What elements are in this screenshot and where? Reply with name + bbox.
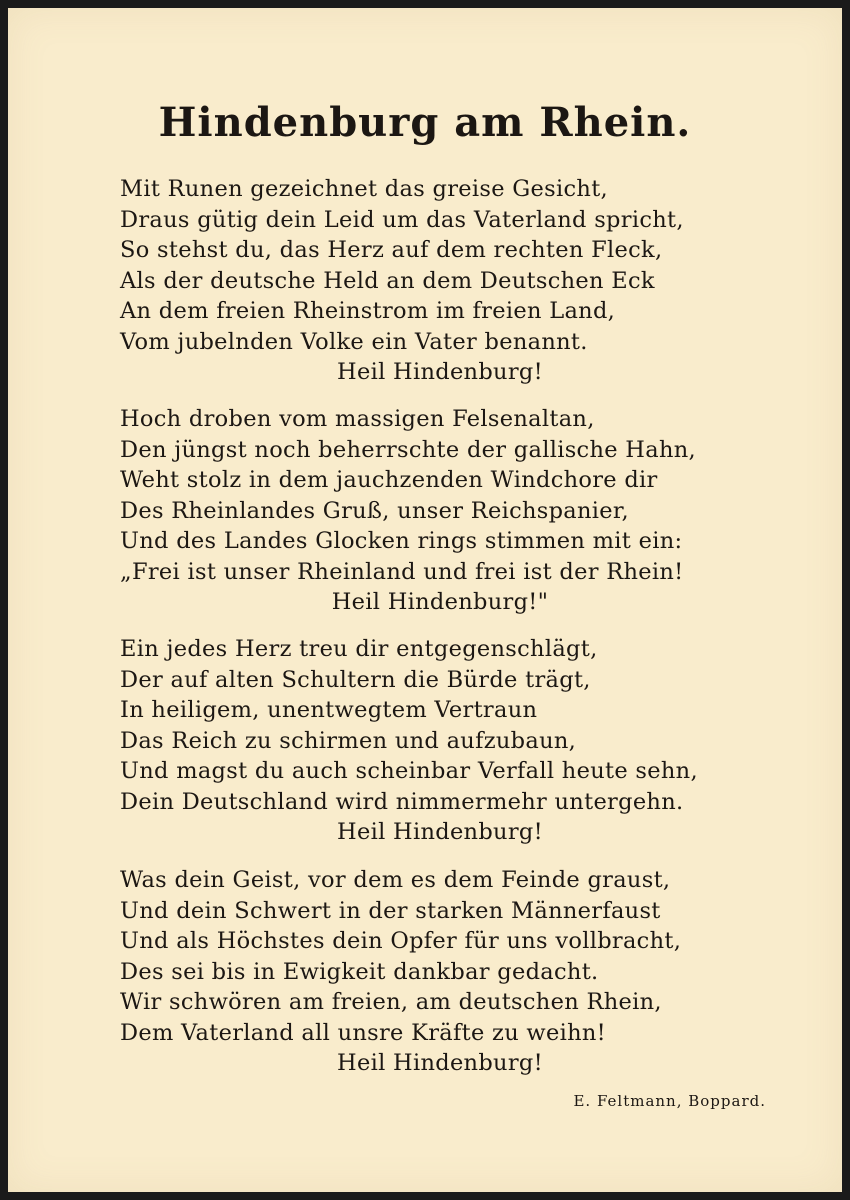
verse-line: Weht stolz in dem jauchzenden Windchore dir: [120, 467, 658, 493]
verse-line: An dem freien Rheinstrom im freien Land,: [120, 298, 616, 324]
verse-line: Des Rheinlandes Gruß, unser Reichspanier,: [120, 497, 629, 524]
refrain: Heil Hindenburg!": [331, 589, 549, 615]
verse-line: Und dein Schwert in der starken Männerfaust: [120, 897, 661, 924]
verse-line: Wir schwören am freien, am deutschen Rhein,: [120, 989, 662, 1015]
refrain: Heil Hindenburg!: [337, 359, 543, 385]
stanza-1: [120, 174, 760, 388]
refrain: Heil Hindenburg!: [337, 819, 543, 845]
verse-line: Und als Höchstes dein Opfer für uns vollbracht,: [120, 928, 682, 954]
verse-line: Des sei bis in Ewigkeit dankbar gedacht.: [120, 958, 599, 985]
verse-line: Das Reich zu schirmen und aufzubaun,: [120, 727, 577, 754]
verse-line: Und magst du auch scheinbar Verfall heute sehn,: [120, 758, 698, 784]
verse-line: Was dein Geist, vor dem es dem Feinde graust,: [120, 867, 671, 893]
poem-title: Hindenburg am Rhein.: [158, 99, 692, 146]
verse-line: Und des Landes Glocken rings stimmen mit ein:: [120, 528, 683, 554]
author-signature: E. Feltmann, Boppard.: [573, 1092, 766, 1110]
verse-line: Den jüngst noch beherrschte der gallische Hahn,: [120, 436, 696, 463]
verse-line: Mit Runen gezeichnet das greise Gesicht,: [120, 176, 609, 202]
verse-line: In heiligem, unentwegtem Vertraun: [120, 697, 538, 723]
verse-line: „Frei ist unser Rheinland und frei ist der Rhein!: [120, 558, 684, 585]
verse-line: Der auf alten Schultern die Bürde trägt,: [120, 666, 591, 693]
verse-line: Dem Vaterland all unsre Kräfte zu weihn!: [120, 1019, 607, 1046]
stanza-3: [120, 634, 760, 848]
verse-line: Hoch droben vom massigen Felsenaltan,: [120, 406, 595, 432]
verse-line: So stehst du, das Herz auf dem rechten Fleck,: [120, 237, 663, 263]
stanza-4: [120, 865, 760, 1079]
verse-line: Als der deutsche Held an dem Deutschen Eck: [120, 267, 655, 294]
verse-line: Vom jubelnden Volke ein Vater benannt.: [120, 328, 588, 355]
verse-line: Ein jedes Herz treu dir entgegenschlägt,: [120, 636, 598, 662]
verse-line: Dein Deutschland wird nimmermehr untergehn.: [120, 788, 684, 815]
refrain: Heil Hindenburg!: [337, 1050, 543, 1076]
stanza-2: [120, 404, 760, 618]
verse-line: Draus gütig dein Leid um das Vaterland spricht,: [120, 206, 684, 233]
poem-card: [8, 8, 842, 1192]
